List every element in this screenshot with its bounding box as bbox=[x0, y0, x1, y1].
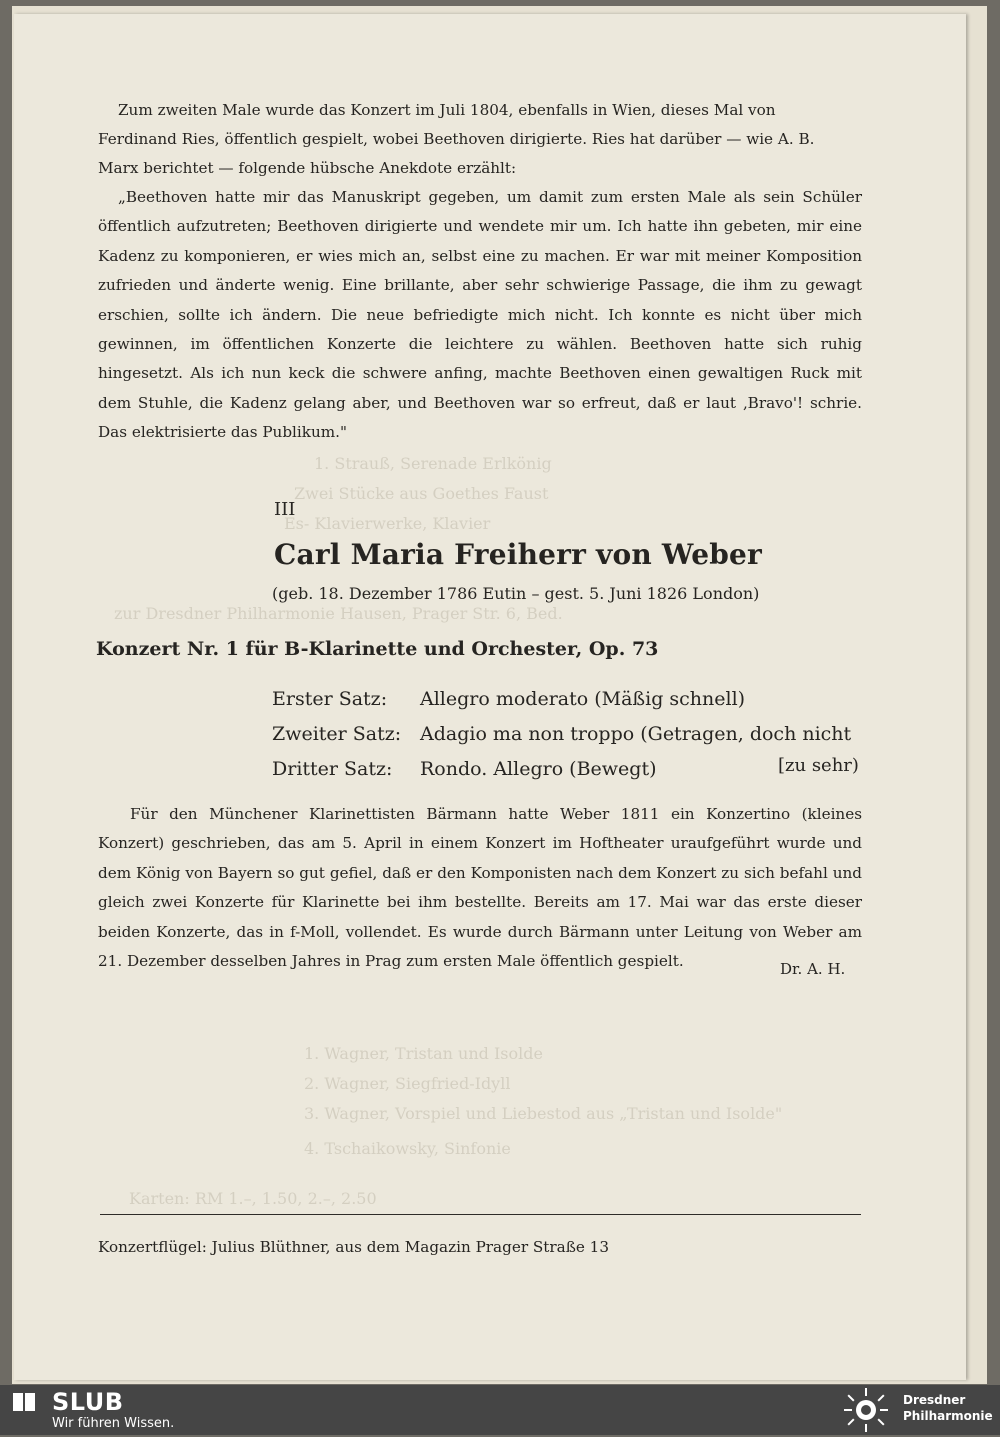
library-footer-bar bbox=[0, 1385, 1000, 1435]
divider bbox=[100, 1214, 861, 1215]
quote-paragraph: „Beethoven hatte mir das Manuskript gegeben, um damit zum ersten Male als sein Schüler öffentlich aufzutreten; Beethoven dirigierte und wendete mir um. Ich hatte ihn gebeten, mir eine Kadenz zu komponieren, er wies mich an, selbst eine zu machen. Er war mit meiner Komposition zufrieden und änderte wenig. Eine brillante, aber sehr schwierige Passage, die ihm zu gewagt erschien, sollte ich ändern. Die neue befriedigte mich nicht. Ich konnte es nicht über mich gewinnen, im öffentlichen Konzerte die leichtere zu wählen. Beethoven hatte sich ruhig hingesetzt. Als ich nun keck die schwere anfing, machte Beethoven einen gewaltigen Ruck mit dem Stuhle, die Kadenz gelang aber, und Beethoven war so erfreut, daß er laut ‚Bravo'! schrie. Das elektrisierte das Publikum." bbox=[98, 188, 862, 442]
movement-2-label: Zweiter Satz: bbox=[272, 723, 402, 745]
philharmonie-logo-icon bbox=[842, 1387, 890, 1433]
book-logo-icon bbox=[12, 1391, 38, 1413]
paragraph-1-line-3: Marx berichtet — folgende hübsche Anekdote erzählt: bbox=[98, 159, 517, 177]
movement-3-label: Dritter Satz: bbox=[272, 758, 393, 780]
footer-note: Konzertflügel: Julius Blüthner, aus dem Magazin Prager Straße 13 bbox=[98, 1238, 610, 1256]
partner-name-line-2: Philharmonie bbox=[903, 1409, 993, 1423]
slub-tagline: Wir führen Wissen. bbox=[52, 1416, 175, 1431]
bleed-text: zur Dresdner Philharmonie Hausen, Prager Str. 6, Bed. bbox=[114, 604, 563, 623]
composer-name: Carl Maria Freiherr von Weber bbox=[274, 538, 762, 571]
slub-logo-text: SLUB bbox=[52, 1388, 124, 1416]
movement-2-tempo: Adagio ma non troppo (Getragen, doch nicht bbox=[420, 723, 852, 745]
bleed-text: Zwei Stücke aus Goethes Faust bbox=[294, 484, 549, 503]
work-title: Konzert Nr. 1 für B-Klarinette und Orchester, Op. 73 bbox=[96, 638, 659, 660]
movement-2-continuation: [zu sehr) bbox=[778, 755, 859, 776]
partner-name-line-1: Dresdner bbox=[903, 1393, 966, 1407]
bleed-text: Karten: RM 1.–, 1.50, 2.–, 2.50 bbox=[129, 1189, 377, 1208]
paragraph-1-line-1: Zum zweiten Male wurde das Konzert im Juli 1804, ebenfalls in Wien, dieses Mal von bbox=[118, 101, 776, 119]
composer-dates: (geb. 18. Dezember 1786 Eutin – gest. 5. Juni 1826 London) bbox=[272, 584, 760, 603]
bleed-text: 1. Strauß, Serenade Erlkönig bbox=[314, 454, 552, 473]
bleed-text: 1. Wagner, Tristan und Isolde bbox=[304, 1044, 543, 1063]
bleed-text: Es- Klavierwerke, Klavier bbox=[284, 514, 491, 533]
movement-1-tempo: Allegro moderato (Mäßig schnell) bbox=[420, 688, 746, 710]
bleed-text: 2. Wagner, Siegfried-Idyll bbox=[304, 1074, 511, 1093]
section-number: III bbox=[274, 499, 296, 520]
bleed-text: 4. Tschaikowsky, Sinfonie bbox=[304, 1139, 511, 1158]
signature: Dr. A. H. bbox=[780, 960, 846, 978]
paragraph-1-line-2: Ferdinand Ries, öffentlich gespielt, wobei Beethoven dirigierte. Ries hat darüber — wie A. B. bbox=[98, 130, 815, 148]
movement-1-label: Erster Satz: bbox=[272, 688, 388, 710]
movement-3-tempo: Rondo. Allegro (Bewegt) bbox=[420, 758, 657, 780]
document-page bbox=[14, 14, 966, 1380]
bleed-text: 3. Wagner, Vorspiel und Liebestod aus „Tristan und Isolde" bbox=[304, 1104, 783, 1123]
paragraph-2: Für den Münchener Klarinettisten Bärmann hatte Weber 1811 ein Konzertino (kleines Konzert) geschrieben, das am 5. April in einem Konzert im Hoftheater uraufgeführt wurde und dem König von Bayern so gut gefiel, daß er den Komponisten nach dem Konzert zu sich befahl und gleich zwei Konzerte für Klarinette bei ihm bestellte. Bereits am 17. Mai war das erste dieser beiden Konzerte, das in f-Moll, vollendet. Es wurde durch Bärmann unter Leitung von Weber am 21. Dezember desselben Jahres in Prag zum ersten Male öffentlich gespielt. bbox=[98, 805, 862, 971]
